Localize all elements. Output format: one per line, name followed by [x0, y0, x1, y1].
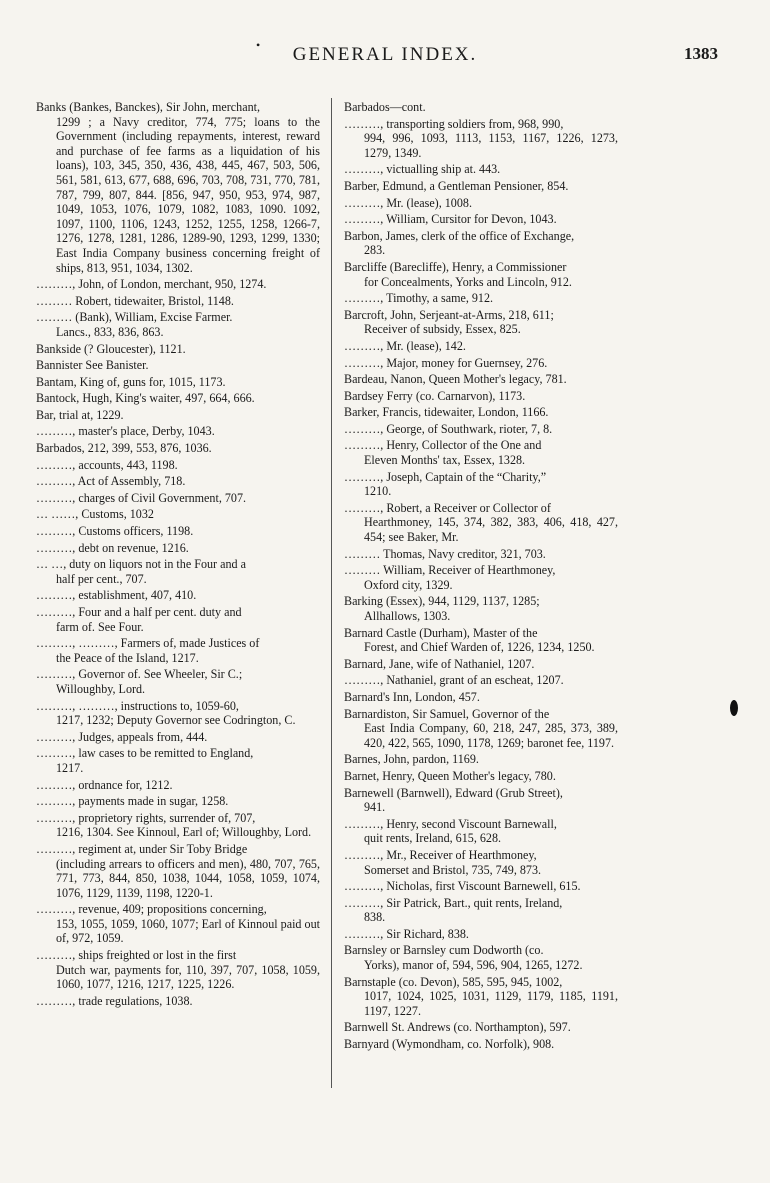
index-entry [36, 948, 320, 992]
index-entry-heading: ………, Sir Patrick, Bart., quit rents, Ireland, [344, 895, 563, 910]
index-entry [36, 474, 320, 489]
page-header [0, 44, 770, 74]
index-entry [344, 547, 618, 562]
index-entry-heading: ………, Henry, second Viscount Barnewall, [344, 816, 557, 831]
index-entry-heading: ………, Mr. (lease), 142. [344, 338, 466, 353]
index-entry-heading: ………, debt on revenue, 1216. [36, 540, 189, 555]
index-entry-continuation: 1217, 1232; Deputy Governor see Codrington, C. [56, 713, 296, 728]
index-entry-heading: Barnard, Jane, wife of Nathaniel, 1207. [344, 656, 535, 671]
index-entry-heading: ………, Sir Richard, 838. [344, 926, 469, 941]
index-entry [344, 212, 618, 227]
index-entry-continuation: 1017, 1024, 1025, 1031, 1129, 1179, 1185, 1191, 1197, 1227. [364, 989, 618, 1018]
right-column [344, 100, 618, 1054]
index-entry-heading: ………, Governor of. See Wheeler, Sir C.; [36, 667, 243, 682]
index-entry-heading: ………, master's place, Derby, 1043. [36, 424, 215, 439]
index-entry-continuation: Lancs., 833, 836, 863. [56, 324, 164, 339]
index-entry [36, 699, 320, 728]
page-number: 1383 [684, 44, 718, 63]
index-entry-continuation: 283. [364, 243, 386, 258]
index-entry-continuation: for Concealments, Yorks and Lincoln, 912. [364, 274, 572, 289]
index-entry [344, 372, 618, 387]
index-entry [344, 927, 618, 942]
index-entry [344, 405, 618, 420]
index-entry [36, 391, 320, 406]
index-entry-heading: Barnes, John, pardon, 1169. [344, 752, 479, 767]
index-entry-heading: ………, Nicholas, first Viscount Barnewell, 615. [344, 879, 581, 894]
index-entry-heading: ………, law cases to be remitted to England, [36, 746, 254, 761]
index-entry-heading: Barbon, James, clerk of the office of Exchange, [344, 228, 575, 243]
index-entry [36, 342, 320, 357]
index-entry [36, 491, 320, 506]
index-entry-heading: … …, duty on liquors not in the Four and a [36, 557, 246, 572]
index-entry [36, 458, 320, 473]
index-entry [344, 896, 618, 925]
page-title: GENERAL INDEX. [292, 44, 478, 65]
index-entry-heading: ……… William, Receiver of Hearthmoney, [344, 563, 556, 578]
index-entry-heading: Bantam, King of, guns for, 1015, 1173. [36, 374, 226, 389]
index-entry-heading: Barcroft, John, Serjeant-at-Arms, 218, 611; [344, 307, 554, 322]
index-entry-heading: Barnet, Henry, Queen Mother's legacy, 780. [344, 768, 556, 783]
index-entry-continuation: Allhallows, 1303. [364, 609, 451, 623]
index-entry-heading: ………, Judges, appeals from, 444. [36, 729, 208, 744]
index-entry-heading: Bankside (? Gloucester), 1121. [36, 341, 186, 356]
index-entry-heading: Barker, Francis, tidewaiter, London, 1166. [344, 405, 549, 420]
index-entry [344, 260, 618, 289]
index-entry [344, 179, 618, 194]
index-entry [344, 879, 618, 894]
index-entry-heading: Barnwell St. Andrews (co. Northampton), 597. [344, 1020, 571, 1035]
index-entry-heading: ………, ordnance for, 1212. [36, 777, 173, 792]
index-entry-heading: ………, revenue, 409; propositions concerning, [36, 902, 267, 917]
index-entry-continuation: the Peace of the Island, 1217. [56, 650, 199, 665]
index-entry-heading: … ……, Customs, 1032 [36, 507, 154, 522]
index-entry-continuation: Dutch war, payments for, 110, 397, 707, 1058, 1059, 1060, 1077, 1216, 1217, 1225, 1226. [56, 962, 320, 992]
index-entry [36, 507, 320, 522]
index-entry-heading: ………, Henry, Collector of the One and [344, 438, 542, 453]
index-entry-heading: ………, regiment at, under Sir Toby Bridge [36, 841, 248, 856]
index-entry-heading: ……… Thomas, Navy creditor, 321, 703. [344, 546, 546, 561]
index-entry [344, 470, 618, 499]
index-entry-heading: Barbados—cont. [344, 100, 426, 114]
index-entry [344, 626, 618, 655]
index-entry [344, 100, 618, 115]
index-entry-heading: ………, Act of Assembly, 718. [36, 474, 186, 489]
index-entry-continuation: Willoughby, Lord. [56, 681, 146, 696]
index-entry [36, 730, 320, 745]
index-entry [36, 310, 320, 339]
index-entry-heading: ………, Four and a half per cent. duty and [36, 605, 242, 619]
index-entry [36, 358, 320, 373]
index-entry [344, 752, 618, 767]
index-entry-heading: ……… Robert, tidewaiter, Bristol, 1148. [36, 293, 234, 308]
index-entry [36, 588, 320, 603]
index-entry [36, 375, 320, 390]
index-entry [344, 848, 618, 877]
index-entry [344, 229, 618, 258]
index-entry-heading: ………, establishment, 407, 410. [36, 588, 197, 603]
index-entry-heading: Barnewell (Barnwell), Edward (Grub Street), [344, 785, 563, 800]
index-entry [36, 524, 320, 539]
left-column [36, 100, 320, 1010]
index-entry [36, 557, 320, 586]
index-entry-heading: ………, George, of Southwark, rioter, 7, 8. [344, 421, 553, 436]
index-entry-heading: ………, victualling ship at. 443. [344, 162, 501, 177]
index-entry-heading: Barbados, 212, 399, 553, 876, 1036. [36, 441, 212, 456]
index-entry [344, 769, 618, 784]
index-entry [344, 975, 618, 1019]
index-entry-heading: ………, ………, Farmers of, made Justices of [36, 636, 260, 651]
index-entry-continuation: 1299 ; a Navy creditor, 774, 775; loans to the Government (including repayments, interest, reward and purchase of fee farms as a liquidation of his loans), 103, 345, 350, 436, 438, 445, 467, 503, 506, 561, 581, 613, 677, 688, 696, 703, 708, 731, 770, 781, 787, 799, 807, 844. [856, 947, 950, 953, 974, 987, 1049, 1053, 1076, 1079, 1082, 1083, 1090. 1092, 1097, 1100, 1106, 1243, 1252, 1255, 1258, 1266-7, 1276, 1278, 1281, 1286, 1289-90, 1293, 1299, 1330; East India Company business concerning freight of ships, 813, 951, 1034, 1302. [56, 114, 320, 275]
index-entry-heading: Bantock, Hugh, King's waiter, 497, 664, 666. [36, 391, 255, 406]
index-entry [36, 294, 320, 309]
index-entry-heading: ………, proprietory rights, surrender of, 707, [36, 810, 256, 825]
index-entry [344, 356, 618, 371]
index-entry [344, 196, 618, 211]
index-entry [36, 408, 320, 423]
index-entry-continuation: Yorks), manor of, 594, 596, 904, 1265, 1272. [364, 958, 583, 973]
index-entry [36, 667, 320, 696]
index-entry [36, 100, 320, 275]
index-entry-heading: ………, ………, instructions to, 1059-60, [36, 698, 239, 713]
index-entry-continuation: Hearthmoney, 145, 374, 382, 383, 406, 418, 427, 454; see Baker, Mr. [364, 515, 618, 545]
index-entry-heading: Barnstaple (co. Devon), 585, 595, 945, 1002, [344, 974, 563, 989]
index-entry [344, 786, 618, 815]
index-entry-continuation: (including arrears to officers and men), 480, 707, 765, 771, 773, 844, 850, 1038, 1044, 1058, 1059, 1074, 1076, 1129, 1139, 1198, 1220-1. [56, 856, 320, 900]
index-entry [36, 794, 320, 809]
index-entry-heading: Banks (Bankes, Banckes), Sir John, merchant, [36, 100, 261, 114]
index-entry-continuation: Oxford city, 1329. [364, 577, 453, 592]
index-entry-heading: ………, trade regulations, 1038. [36, 993, 193, 1008]
index-entry-heading: Bardsey Ferry (co. Carnarvon), 1173. [344, 388, 526, 403]
index-entry-heading: ………, Timothy, a same, 912. [344, 291, 494, 306]
index-entry [344, 690, 618, 705]
index-entry [344, 1037, 618, 1052]
index-entry-heading: Barnard's Inn, London, 457. [344, 689, 480, 704]
index-entry [344, 817, 618, 846]
index-entry [344, 943, 618, 972]
index-entry [344, 291, 618, 306]
index-entry [36, 441, 320, 456]
index-entry-continuation: 153, 1055, 1059, 1060, 1077; Earl of Kinnoul paid out of, 972, 1059. [56, 916, 320, 946]
index-entry [36, 902, 320, 946]
index-entry-heading: ………, John, of London, merchant, 950, 1274. [36, 277, 267, 292]
index-entry-heading: ………, Nathaniel, grant of an escheat, 1207. [344, 673, 564, 688]
index-entry-heading: Bar, trial at, 1229. [36, 407, 124, 422]
index-entry-heading: Barber, Edmund, a Gentleman Pensioner, 854. [344, 178, 569, 193]
index-entry [344, 563, 618, 592]
index-entry [344, 422, 618, 437]
column-divider [331, 98, 332, 1088]
index-entry-continuation: 1210. [364, 484, 392, 499]
index-entry [36, 605, 320, 634]
index-entry-heading: Barnyard (Wymondham, co. Norfolk), 908. [344, 1037, 555, 1052]
index-entry [344, 707, 618, 751]
index-entry [344, 594, 618, 623]
index-entry-continuation: 1217. [56, 760, 84, 775]
header-dot: • [256, 38, 261, 52]
index-entry-continuation: Eleven Months' tax, Essex, 1328. [364, 453, 526, 468]
index-entry-heading: ……… (Bank), William, Excise Farmer. [36, 310, 233, 325]
index-entry [344, 1020, 618, 1035]
index-entry [36, 277, 320, 292]
index-entry-continuation: 994, 996, 1093, 1113, 1153, 1167, 1226, 1273, 1279, 1349. [364, 131, 618, 160]
index-entry-heading: Bardeau, Nanon, Queen Mother's legacy, 781. [344, 372, 567, 387]
index-entry-continuation: half per cent., 707. [56, 571, 147, 586]
index-entry [36, 994, 320, 1009]
index-entry-heading: Barnsley or Barnsley cum Dodworth (co. [344, 943, 544, 958]
index-entry-continuation: Forest, and Chief Warden of, 1226, 1234, 1250. [364, 640, 595, 655]
index-entry [344, 438, 618, 467]
index-entry-heading: ………, transporting soldiers from, 968, 990, [344, 116, 564, 131]
index-entry-heading: ………, payments made in sugar, 1258. [36, 794, 229, 809]
index-entry-continuation: Somerset and Bristol, 735, 749, 873. [364, 862, 542, 877]
index-entry [36, 746, 320, 775]
index-entry [36, 778, 320, 793]
index-entry-heading: ………, Joseph, Captain of the “Charity,” [344, 469, 547, 484]
index-entry [36, 541, 320, 556]
index-entry-continuation: Receiver of subsidy, Essex, 825. [364, 322, 521, 337]
index-entry-continuation: 1216, 1304. See Kinnoul, Earl of; Willoughby, Lord. [56, 825, 312, 840]
index-entry-continuation: quit rents, Ireland, 615, 628. [364, 831, 502, 846]
index-entry-continuation: 941. [364, 800, 386, 815]
index-entry [36, 811, 320, 840]
index-entry-heading: ………, Mr. (lease), 1008. [344, 195, 472, 210]
index-entry-heading: ………, ships freighted or lost in the first [36, 948, 237, 963]
index-entry-heading: ………, Mr., Receiver of Hearthmoney, [344, 847, 537, 862]
index-entry-heading: ………, William, Cursitor for Devon, 1043. [344, 212, 557, 227]
index-entry [36, 842, 320, 900]
index-entry [344, 501, 618, 545]
index-entry-continuation: East India Company, 60, 218, 247, 285, 373, 389, 420, 422, 565, 1090, 1178, 1269; baronet fee, 1197. [364, 721, 618, 750]
index-entry-continuation: farm of. See Four. [56, 619, 144, 634]
index-entry [344, 673, 618, 688]
index-entry [344, 162, 618, 177]
index-entry-heading: ………, accounts, 443, 1198. [36, 457, 178, 472]
index-entry-heading: ………, Major, money for Guernsey, 276. [344, 355, 548, 370]
index-entry-heading: Barnard Castle (Durham), Master of the [344, 625, 538, 640]
ink-blot [730, 700, 738, 716]
index-entry [36, 636, 320, 665]
index-entry-continuation: 838. [364, 910, 386, 925]
index-entry-heading: Barcliffe (Barecliffe), Henry, a Commissioner [344, 259, 567, 274]
index-entry [344, 117, 618, 161]
index-entry-heading: ………, Customs officers, 1198. [36, 524, 194, 539]
index-entry [344, 339, 618, 354]
index-entry-heading: ………, charges of Civil Government, 707. [36, 490, 247, 505]
index-entry-heading: Barnardiston, Sir Samuel, Governor of the [344, 706, 550, 721]
index-entry-heading: Barking (Essex), 944, 1129, 1137, 1285; [344, 594, 540, 609]
index-entry [344, 657, 618, 672]
index-entry-heading: Bannister See Banister. [36, 358, 149, 373]
index-entry [344, 308, 618, 337]
index-entry-heading: ………, Robert, a Receiver or Collector of [344, 500, 551, 515]
index-entry [344, 389, 618, 404]
index-entry [36, 424, 320, 439]
